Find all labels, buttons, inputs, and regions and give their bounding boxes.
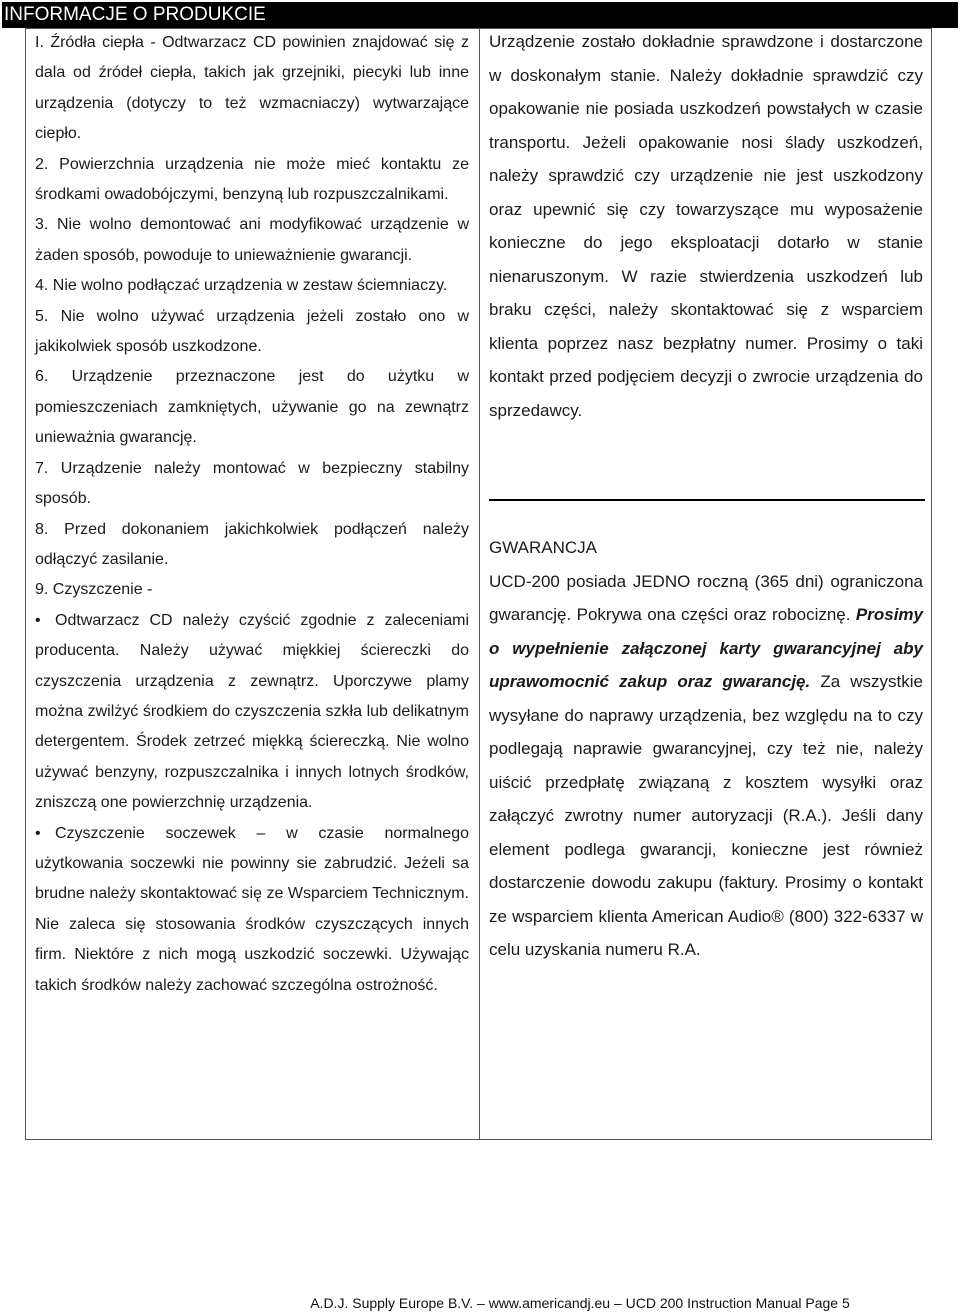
- warranty-title: GWARANCJA: [489, 538, 597, 557]
- warranty-terms: UCD-200 posiada JEDNO roczną (365 dni) ograniczona gwarancję. Pokrywa ona części oraz robociznę.: [489, 571, 923, 624]
- safety-item-1: I. Źródła ciepła - Odtwarzacz CD powinien znajdować się z dala od źródeł ciepła, takich jak grzejniki, piecyki lub inne urządzenia (dotyczy to też wzmacniaczy) wytwarzające ciepło.: [35, 34, 469, 143]
- warranty-paragraph: [489, 565, 923, 967]
- cleaning-bullet-1-text: Odtwarzacz CD należy czyścić zgodnie z zaleceniami producenta. Należy używać miękkiej ściereczki do czyszczenia urządzenia z zewnątrz. Uporczywe plamy można zwilżyć środkiem do czyszczenia szkła lub delikatnym detergentem. Środek zetrzeć miękką ściereczką. Nie wolno używać benzyny, rozpuszczalnika i innych lotnych środków, zniszczą one powierzchnię urządzenia.: [35, 611, 469, 812]
- safety-item-6: 6. Urządzenie przeznaczone jest do użytku w pomieszczeniach zamkniętych, używanie go na zewnątrz unieważnia gwarancję.: [35, 368, 469, 447]
- footer-text: A.D.J. Supply Europe B.V. – www.americandj.eu – UCD 200 Instruction Manual Page 5: [310, 1295, 850, 1311]
- cleaning-bullet-2-text: Czyszczenie soczewek – w czasie normalnego użytkowania soczewki nie powinny sie zabrudzić. Jeżeli sa brudne należy skontaktować się ze Wsparciem Technicznym. Nie zaleca się stosowania środków czyszczących innych firm. Niektóre z nich mogą uszkodzić soczewki. Używając takich środków należy zachować szczególna ostrożność.: [35, 824, 469, 994]
- safety-item-9: 9. Czyszczenie -: [35, 581, 153, 599]
- safety-item-3: 3. Nie wolno demontować ani modyfikować urządzenie w żaden sposób, powoduje to unieważnienie gwarancji.: [35, 216, 469, 264]
- safety-item-2: 2. Powierzchnia urządzenia nie może mieć kontaktu ze środkami owadobójczymi, benzyną lub rozpuszczalnikami.: [35, 155, 469, 204]
- cleaning-bullet-2: [35, 819, 469, 1001]
- horizontal-rule: [489, 499, 925, 501]
- safety-item-4: 4. Nie wolno podłączać urządzenia w zestaw ściemniaczy.: [35, 277, 448, 295]
- section-title: INFORMACJE O PRODUKCIE: [4, 4, 266, 25]
- bullet-glyph: •: [35, 611, 41, 629]
- safety-column: [35, 28, 469, 1001]
- page-footer: [0, 1295, 960, 1311]
- column-divider: [479, 28, 480, 1140]
- inspection-column: [489, 25, 923, 427]
- warranty-card-notice: Prosimy o wypełnienie załączonej karty gwarancyjnej aby uprawomocnić zakup oraz gwarancję.: [489, 605, 923, 691]
- warranty-section: [489, 531, 923, 967]
- bullet-glyph: •: [35, 824, 41, 842]
- inspection-paragraph: Urządzenie zostało dokładnie sprawdzone i dostarczone w doskonałym stanie. Należy dokładnie sprawdzić czy opakowanie nie posiada uszkodzeń powstałych w czasie transportu. Jeżeli opakowanie nosi ślady uszkodzeń, należy sprawdzić czy urządzenie nie jest uszkodzony oraz upewnić się czy towarzyszące mu wyposażenie konieczne do jego eksploatacji dotarło w stanie nienaruszonym. W razie stwierdzenia uszkodzeń lub braku części, należy skontaktować się z wsparciem klienta poprzez nasz bezpłatny numer. Prosimy o taki kontakt przed podjęciem decyzji o zwrocie urządzenia do sprzedawcy.: [489, 32, 923, 420]
- safety-item-5: 5. Nie wolno używać urządzenia jeżeli zostało ono w jakikolwiek sposób uszkodzone.: [35, 307, 469, 356]
- safety-item-7: 7. Urządzenie należy montować w bezpieczny stabilny sposób.: [35, 459, 469, 508]
- safety-item-8: 8. Przed dokonaniem jakichkolwiek podłączeń należy odłączyć zasilanie.: [35, 520, 469, 568]
- cleaning-bullet-1: [35, 606, 469, 819]
- warranty-shipping-text: Za wszystkie wysyłane do naprawy urządzenia, bez względu na to czy podlegają naprawie gwarancyjnej, czy też nie, należy uiścić przedpłatę związaną z kosztem wysyłki oraz załączyć zwrotny numer autoryzacji (R.A.). Jeśli dany element podlega gwarancji, konieczne jest również dostarczenie dowodu zakupu (faktury. Prosimy o kontakt ze wsparciem klienta American Audio® (800) 322-6337 w celu uzyskania numeru R.A.: [489, 672, 923, 959]
